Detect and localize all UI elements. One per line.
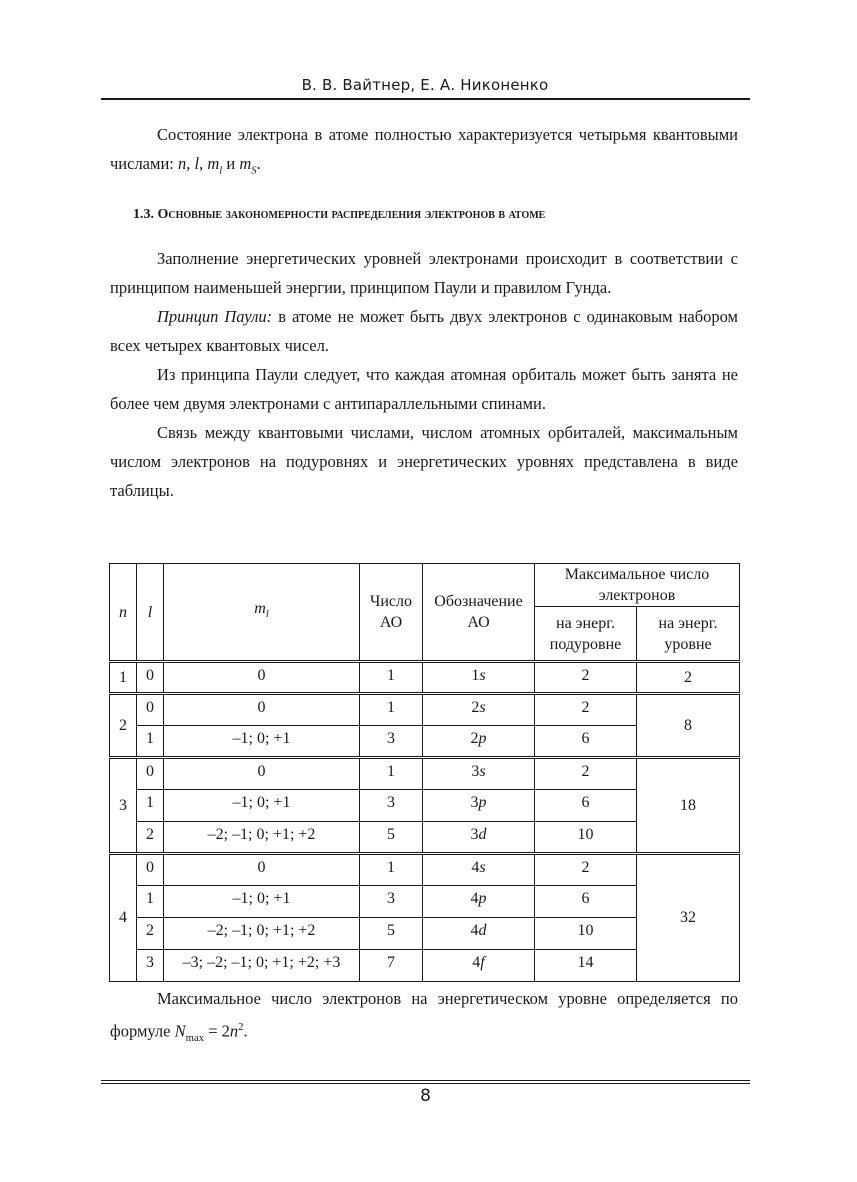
header-sublevel: на энерг. подуровне [535,607,637,662]
header-ao-count: Число АО [360,564,423,662]
cell-designation: 4d [423,918,535,950]
qn-ms: m [239,154,252,173]
cell-ao-count: 1 [360,758,423,790]
cell-sublevel-max: 6 [535,726,637,758]
formula-paragraph [110,984,738,1053]
quantum-numbers-table [109,563,740,982]
table-row [110,758,740,790]
formula-eq: = 2 [204,1021,230,1041]
cell-ao-count: 5 [360,822,423,854]
cell-designation: 4p [423,886,535,918]
header-ml: $m_l$ [164,564,360,662]
cell-designation: 2s [423,694,535,726]
cell-l: 1 [137,790,164,822]
cell-ml: 0 [164,694,360,726]
cell-ao-count: 3 [360,790,423,822]
cell-level-max: 2 [637,662,740,694]
table-row [110,854,740,886]
cell-l: 0 [137,662,164,694]
formula-text: Максимальное число электронов на энергетическом уровне определяется по формуле [110,989,738,1041]
header-rule [101,98,750,100]
cell-n: 2 [110,694,137,758]
paragraph-filling: Заполнение энергетических уровней электронами происходит в соответствии с принципом наименьшей энергии, принципом Паули и правилом Гунда. [110,249,738,297]
cell-designation: 1s [423,662,535,694]
running-header: В. В. Вайтнер, Е. А. Никоненко [301,76,549,94]
cell-sublevel-max: 14 [535,950,637,982]
formula-n: n [229,1021,239,1041]
section-heading [133,207,545,223]
cell-ao-count: 3 [360,726,423,758]
cell-designation: 2p [423,726,535,758]
formula-sup: 2 [238,1021,244,1033]
cell-sublevel-max: 2 [535,694,637,726]
intro-end: . [256,154,261,173]
cell-ml: –1; 0; +1 [164,886,360,918]
body-text [110,244,738,505]
intro-paragraph: Состояние электрона в атоме полностью характеризуется четырьмя квантовыми числами: n, l, $m_l$ и $m_S$. [110,125,738,177]
formula-N-sub: max [185,1031,205,1044]
cell-level-max: 18 [637,758,740,854]
qn-ml: m [207,154,220,173]
header-level: на энерг. уровне [637,607,740,662]
paragraph-orbital: Из принципа Паули следует, что каждая атомная орбиталь может быть занята не более чем двумя электронами с антипараллельными спинами. [110,365,738,413]
cell-n: 3 [110,758,137,854]
cell-n: 4 [110,854,137,982]
cell-l: 0 [137,854,164,886]
cell-ao-count: 1 [360,854,423,886]
cell-ao-count: 3 [360,886,423,918]
cell-l: 1 [137,726,164,758]
qn-and: и [226,154,236,173]
cell-ml: 0 [164,854,360,886]
cell-designation: 3p [423,790,535,822]
cell-sublevel-max: 2 [535,758,637,790]
cell-ml: 0 [164,662,360,694]
formula-N: N [174,1021,186,1041]
cell-l: 2 [137,918,164,950]
cell-sublevel-max: 6 [535,886,637,918]
cell-ao-count: 1 [360,662,423,694]
paragraph-pauli [110,302,738,360]
cell-ml: 0 [164,758,360,790]
pauli-lead: Принцип Паули: [157,307,273,326]
header-l: l [137,564,164,662]
cell-ml: –1; 0; +1 [164,726,360,758]
footer-rule-top [101,1080,750,1081]
intro-text: Состояние электрона в атоме полностью характеризуется четырьмя квантовыми числами: [110,125,738,173]
cell-level-max: 32 [637,854,740,982]
cell-ao-count: 1 [360,694,423,726]
cell-designation: 4f [423,950,535,982]
footer-rule-bottom [101,1083,750,1084]
qn-l: l [194,154,200,173]
cell-sublevel-max: 10 [535,918,637,950]
qn-n: n [178,154,187,173]
cell-ml: –3; –2; –1; 0; +1; +2; +3 [164,950,360,982]
paragraph-relation: Связь между квантовыми числами, числом атомных орбиталей, максимальным числом электронов на подуровнях и энергетических уровнях представлена в виде таблицы. [110,423,738,500]
cell-l: 0 [137,758,164,790]
header-designation: Обозначение АО [423,564,535,662]
cell-sublevel-max: 10 [535,822,637,854]
cell-ml: –1; 0; +1 [164,790,360,822]
cell-sublevel-max: 2 [535,854,637,886]
cell-ao-count: 7 [360,950,423,982]
table-body [110,662,740,982]
cell-l: 1 [137,886,164,918]
cell-sublevel-max: 6 [535,790,637,822]
pauli-rest: в атоме не может быть двух электронов с одинаковым набором всех четырех квантовых чисел. [110,307,738,355]
header-n: n [110,564,137,662]
cell-l: 0 [137,694,164,726]
table-row [110,694,740,726]
cell-ao-count: 5 [360,918,423,950]
header-max-electrons: Максимальное число электронов [535,564,740,607]
page-number: 8 [420,1086,431,1106]
table-header-row [110,564,740,607]
cell-l: 3 [137,950,164,982]
section-title: Основные закономерности распределения электронов в атоме [157,207,546,222]
cell-ml: –2; –1; 0; +1; +2 [164,918,360,950]
qn-ml-sub: l [219,164,223,177]
table-row [110,662,740,694]
cell-ml: –2; –1; 0; +1; +2 [164,822,360,854]
cell-designation: 4s [423,854,535,886]
cell-n: 1 [110,662,137,694]
cell-designation: 3d [423,822,535,854]
cell-level-max: 8 [637,694,740,758]
cell-l: 2 [137,822,164,854]
formula-end: . [243,1021,248,1041]
qn-ms-sub: S [251,164,257,177]
cell-sublevel-max: 2 [535,662,637,694]
cell-designation: 3s [423,758,535,790]
section-number: 1.3. [133,207,154,222]
